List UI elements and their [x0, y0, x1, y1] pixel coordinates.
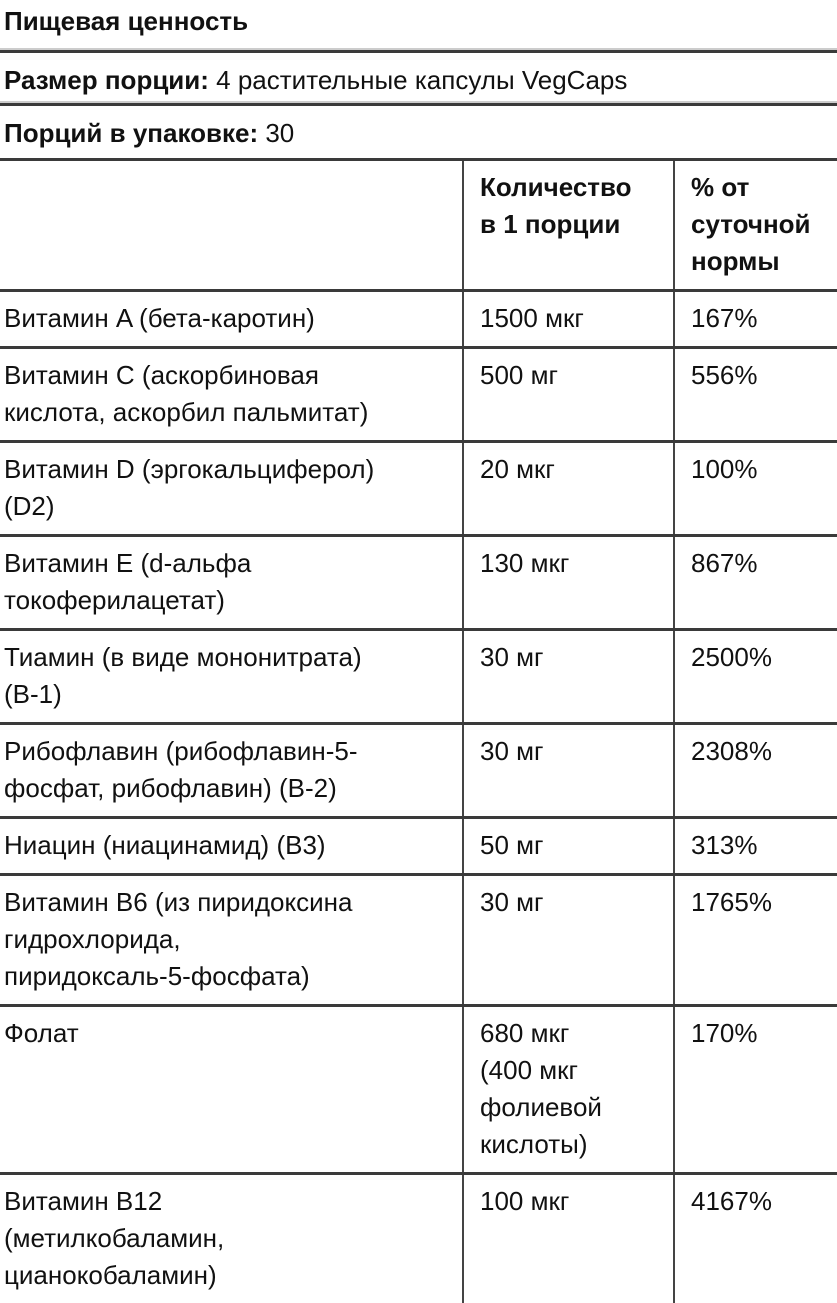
servings-value: 30 [258, 118, 294, 148]
nutrient-cell: Витамин E (d-альфа токоферилацетат) [0, 536, 463, 630]
amount-cell: 30 мг [463, 630, 674, 724]
nutrient-cell: Витамин C (аскорбиновая кислота, аскорбил пальмитат) [0, 348, 463, 442]
table-row [0, 630, 837, 724]
servings-per-container [0, 103, 837, 158]
header-amount-cell: Количество в 1 порции [463, 160, 674, 291]
amount-cell: 500 мг [463, 348, 674, 442]
amount-cell: 30 мг [463, 724, 674, 818]
table-row [0, 724, 837, 818]
nutrient-cell: Рибофлавин (рибофлавин-5- фосфат, рибофлавин) (B-2) [0, 724, 463, 818]
section-title: Пищевая ценность [0, 0, 837, 50]
table-row [0, 291, 837, 348]
amount-cell: 1500 мкг [463, 291, 674, 348]
amount-cell: 20 мкг [463, 442, 674, 536]
table-row [0, 348, 837, 442]
daily-value-cell: 167% [674, 291, 837, 348]
amount-cell: 680 мкг (400 мкг фолиевой кислоты) [463, 1006, 674, 1174]
table-row [0, 1006, 837, 1174]
nutrient-cell: Тиамин (в виде мононитрата) (B-1) [0, 630, 463, 724]
serving-size-label: Размер порции: [4, 65, 209, 95]
nutrient-cell: Фолат [0, 1006, 463, 1174]
table-row [0, 875, 837, 1006]
daily-value-cell: 2500% [674, 630, 837, 724]
nutrient-cell: Витамин B12 (метилкобаламин, цианокобаламин) [0, 1174, 463, 1303]
daily-value-cell: 4167% [674, 1174, 837, 1303]
amount-cell: 130 мкг [463, 536, 674, 630]
header-nutrient-cell [0, 160, 463, 291]
amount-cell: 100 мкг [463, 1174, 674, 1303]
serving-size [0, 50, 837, 103]
daily-value-cell: 867% [674, 536, 837, 630]
nutrient-cell: Витамин A (бета-каротин) [0, 291, 463, 348]
table-row [0, 442, 837, 536]
table-row [0, 1174, 837, 1303]
table-header-row [0, 160, 837, 291]
daily-value-cell: 313% [674, 818, 837, 875]
table-row [0, 536, 837, 630]
daily-value-cell: 556% [674, 348, 837, 442]
daily-value-cell: 170% [674, 1006, 837, 1174]
nutrient-cell: Ниацин (ниацинамид) (B3) [0, 818, 463, 875]
serving-size-value: 4 растительные капсулы VegCaps [209, 65, 627, 95]
daily-value-cell: 2308% [674, 724, 837, 818]
daily-value-cell: 100% [674, 442, 837, 536]
nutrition-table [0, 158, 837, 1303]
amount-cell: 50 мг [463, 818, 674, 875]
nutrient-cell: Витамин D (эргокальциферол) (D2) [0, 442, 463, 536]
daily-value-cell: 1765% [674, 875, 837, 1006]
amount-cell: 30 мг [463, 875, 674, 1006]
nutrient-cell: Витамин B6 (из пиридоксина гидрохлорида, пиридоксаль-5-фосфата) [0, 875, 463, 1006]
table-row [0, 818, 837, 875]
servings-label: Порций в упаковке: [4, 118, 258, 148]
header-daily-value-cell: % от суточной нормы [674, 160, 837, 291]
